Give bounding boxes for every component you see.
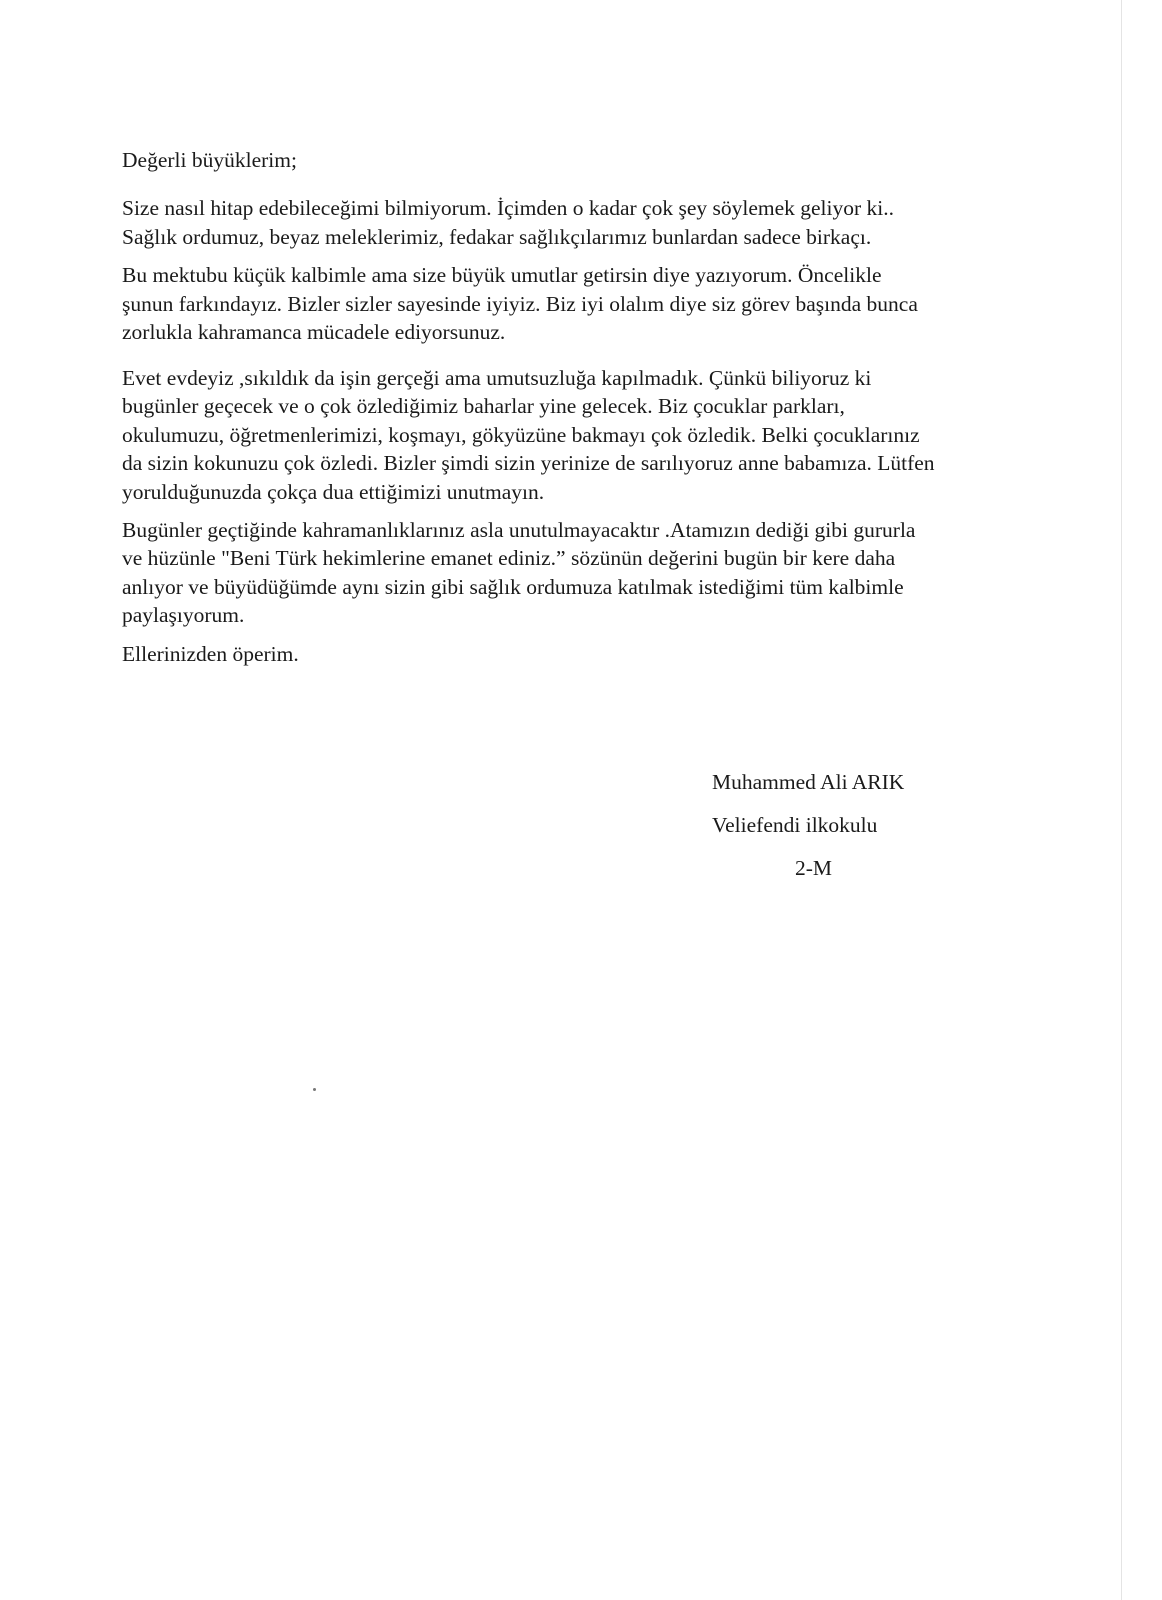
paragraph-3-line-4: da sizin kokunuzu çok özledi. Bizler şimdi sizin yerinize de sarılıyoruz anne babamıza. Lütfen <box>122 451 935 475</box>
paragraph-2-line-1: Bu mektubu küçük kalbimle ama size büyük umutlar getirsin diye yazıyorum. Öncelikle <box>122 263 882 287</box>
closing: Ellerinizden öperim. <box>122 642 299 666</box>
paragraph-2-line-2: şunun farkındayız. Bizler sizler sayesinde iyiyiz. Biz iyi olalım diye siz görev başında bunca <box>122 292 918 316</box>
paragraph-4-line-2: ve hüzünle "Beni Türk hekimlerine emanet ediniz.” sözünün değerini bugün bir kere daha <box>122 546 896 570</box>
paragraph-3-line-1: Evet evdeyiz ,sıkıldık da işin gerçeği ama umutsuzluğa kapılmadık. Çünkü biliyoruz ki <box>122 366 872 390</box>
paragraph-2-line-3: zorlukla kahramanca mücadele ediyorsunuz. <box>122 320 506 344</box>
signature-name: Muhammed Ali ARIK <box>712 770 905 794</box>
scan-edge <box>1121 0 1122 1600</box>
greeting: Değerli büyüklerim; <box>122 148 297 172</box>
paragraph-3-line-5: yorulduğunuzda çokça dua ettiğimizi unutmayın. <box>122 480 545 504</box>
paragraph-1-line-1: Size nasıl hitap edebileceğimi bilmiyorum. İçimden o kadar çok şey söylemek geliyor ki.. <box>122 196 895 220</box>
paragraph-4-line-3: anlıyor ve büyüdüğümde aynı sizin gibi sağlık ordumuza katılmak istediğimi tüm kalbimle <box>122 575 904 599</box>
paragraph-4-line-1: Bugünler geçtiğinde kahramanlıklarınız asla unutulmayacaktır .Atamızın dediği gibi gururla <box>122 518 916 542</box>
signature-class: 2-M <box>795 856 833 880</box>
paragraph-3-line-3: okulumuzu, öğretmenlerimizi, koşmayı, gökyüzüne bakmayı çok özledik. Belki çocuklarınız <box>122 423 920 447</box>
signature-school: Veliefendi ilkokulu <box>712 813 878 837</box>
paragraph-1-line-2: Sağlık ordumuz, beyaz meleklerimiz, fedakar sağlıkçılarımız bunlardan sadece birkaçı. <box>122 225 872 249</box>
paragraph-4-line-4: paylaşıyorum. <box>122 603 245 627</box>
paragraph-3-line-2: bugünler geçecek ve o çok özlediğimiz baharlar yine gelecek. Biz çocuklar parkları, <box>122 394 845 418</box>
scan-speck <box>313 1088 316 1091</box>
